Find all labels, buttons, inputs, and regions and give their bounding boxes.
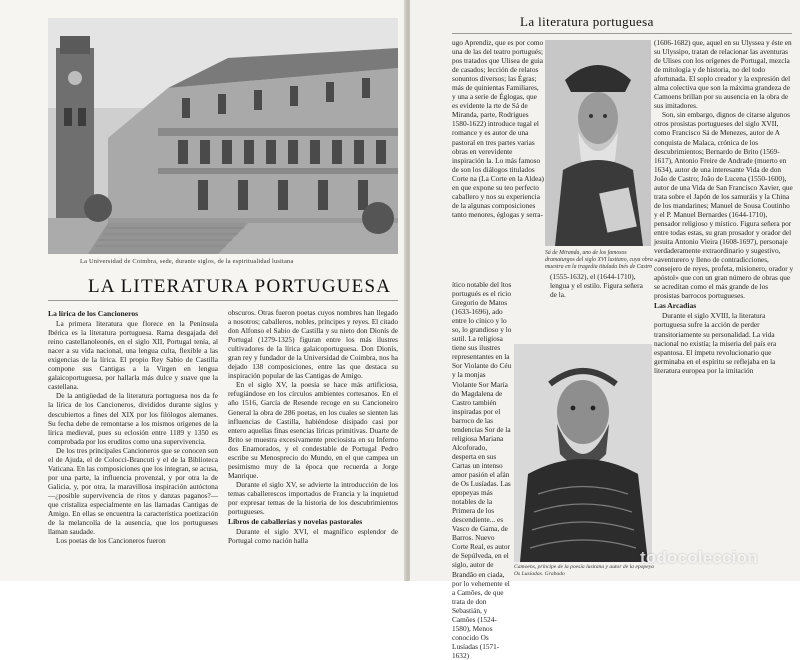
paragraph: En el siglo XV, la poesía se hace más artificiosa, refugiándose en los círculos ambientes cortesanos. En el año 1516, García de Resende recoge en su Cancioneiro General la obra de 286 poetas, en los cuales se sienten las influencias de Castilla, habiéndose disipado casi por entero aquellas finas esencias líricas primitivas. Duarte de Brito se muestra excesivamente preciosista en su Inferno dos Enamorados, y el condestable de Portugal Pedro escribe su Menosprecio do Mundo, en el que campea un pesimismo muy de la época que recuerda a Jorge Manrique. bbox=[228, 380, 398, 480]
left-column-1 bbox=[48, 308, 218, 581]
running-head-divider bbox=[452, 33, 792, 34]
section-heading: Libros de caballerías y novelas pastorales bbox=[228, 517, 363, 527]
paragraph: Son, sin embargo, dignos de citarse algunos otros prosistas portugueses del siglo XVII, como Francisco Sá de Menezes, autor de A conquista de Malaca, crónica de los descubrimientos; Bernardo de Brito (1569-1617), Antonio Freire de Andrade (muerto en 1634), autor de una interesante Vida de don João de Castro; João de Lucena (1550-1600), autor de una Vida de San Francisco Xavier, que trata sobre el Japón de los samuráis y la China de los mandarines; Manuel de Sousa Coutinho y el P. Manuel Bernardes (1644-1710), pensador religioso y místico. Figura señera por entre todas estas, su gran prosador y orador del jesuita Antonio Vieira (1608-1697), personaje verdaderamente extraordinario y sugestivo, «aventurero y lleno de contradicciones, consejero de reyes, profeta, misionero, orador y apóstol» que con un gran número de obras que se acreditan como el más grande de los prosistas barrocos portugueses. bbox=[654, 110, 794, 301]
paragraph: Durante el siglo XVIII, la literatura portuguesa sufre la acción de perder transitoriamente su personalidad. La vida nacional no existía; la miseria del país era espantosa. El ímpetu revolucionario que germinaba en el espíritu se reflejaba en la literatura europea por la imitación bbox=[654, 311, 777, 375]
camoens-portrait bbox=[514, 344, 652, 562]
portrait-caption: Sá de Miranda, uno de los famosos dramaturgos del siglo XVI lusitano, cuya obra muestra en la tragedia titulada Inés de Castro bbox=[545, 250, 653, 270]
paragraph: Durante el siglo XVI, el magnífico esplendor de Portugal como nación halla bbox=[228, 527, 398, 546]
paragraph: ugo Aprendiz, que es por como una de las del teatro portugués; pos tratados que Ulisea de guia de casados; lección de relatos sonuntos diversos; las Égras; más de quinientas Familiares, y una a serie de Églogas, que es evidente la rte de Sá de Miranda, parte, Rodrigues 1580-1622) introduce tugal el romance y es autor de una pastoral en tres partes varias obras en verevidente inspiración la. Lo más famoso de son los diálogos titulados Corte na (La Corte en la Aldea) en que expone su teo perfecto caballero y nos su experiencia de la algunas composiciones tanto menores, églogas y serra- bbox=[452, 38, 544, 219]
sa-de-miranda-portrait bbox=[545, 40, 651, 246]
paragraph: (1606-1682) que, aquel en su Ulyssea y éste en su Ulyssipo, tratan de relacionar las aventuras de Ulises con los orígenes de Portugal, mezcla de mitología y de historia, no del todo afortunada. El soplo creador y la expresión del alma colectiva que son la máxima grandeza de Camoens brillan por su ausencia en la obra de sus imitadores. bbox=[654, 38, 792, 111]
section-heading: La lírica de los Cancioneros bbox=[48, 309, 139, 318]
photo-caption: La Universidad de Coimbra, sede, durante siglos, de la espiritualidad lusitana bbox=[80, 258, 294, 265]
left-column-2 bbox=[228, 308, 398, 581]
paragraph: Los poetas de los Cancioneros fueron bbox=[56, 536, 166, 546]
paragraph: De la antigüedad de la literatura portuguesa nos da fe la lírica de los Cancioneros, divididos durante siglos y descubiertos a fines del XIX por los filólogos alemanes. Su fecha debe de remontarse a los mismos orígenes de la lírica medieval, pues su eclosión entre 1189 y 1350 es comprobada por los eruditos como una supervivencia. bbox=[48, 391, 218, 446]
watermark-logo: todocoleccion bbox=[640, 548, 758, 567]
paragraph: De los tres principales Cancioneros que se conocen son el de Ajuda, el de Colocci-Brancuti y el de la Biblioteca Vaticana. En las composiciones que los integran, se acusa, por una parte, la influencia provenzal, y por otra la de Galicia, y, por otra, la maravillosa inspiración autóctona —¿posible supervivencia de ritos y danzas paganos?— que cristaliza especialmente en las llamadas Cantigas de Amigo. En ellas se encuentra la característica poetización de la melancolía de la ausencia, que los portugueses llaman saudade. bbox=[48, 445, 219, 537]
paragraph: La primera literatura que florece en la Península Ibérica es la literatura portuguesa. Rama desgajada del reino castellanoleonés, en el siglo XII, Portugal tenía, al nacer a su vida nacional, una lengua culta, flexible a las exigencias de la lírica. El propio Rey Sabio de Castilla compone sus Cantigas a la Virgen en lengua galaicoportuguesa, por hallarla más dulce y suave que la castellana. bbox=[48, 319, 218, 392]
paragraph: obscuros. Otras fueron poetas cuyos nombres han llegado a nosotros; caballeros, nobles, príncipes y reyes. El citado don Alfonso el Sabio de Castilla y su nieto don Dionís de Portugal (1279-1325) figuran entre los más ilustres cultivadores de la lírica galaicoportuguesa. Don Dionís, gran rey y fundador de la Universidad de Coimbra, nos ha dejado 138 composiciones, entre las que destaca su inspiración popular de las Cantigas de Amigo. bbox=[228, 308, 398, 381]
portrait-caption: Camoens, príncipe de la poesía lusitana y autor de la epopeya Os Lusíadas. Grabado bbox=[514, 564, 654, 577]
coimbra-university-photo bbox=[48, 18, 398, 254]
section-heading: Las Arcadias bbox=[654, 301, 697, 311]
running-head: La literatura portuguesa bbox=[520, 14, 654, 29]
title-divider bbox=[48, 300, 398, 301]
paragraph: ítico notable del ltos portugués es el ricio Gregorio de Matos (1633-1696), ado entre lo cínico y lo so, lo grandioso y lo sutil. La religiosa tiene sus ilustres representantes en la Sor Violante do Céu y la monjas Violante Sor María do Magdalena de Castro también inspiradas por el barroco de las tendencias Sor de la religiosa Mariana Alcoforado, desperta en sus Cartas un intenso amor pasión el afán de Os Lusíadas. Las epopeyas más notables de la Primera de los descendiente... es Vasco de Gama, de Barros. Nuevo Corte Real, es autor de Sepúlveda, en el siglo, autor de Brandão en ciada, por lo vehemente el a Camões, de que trata de don Sebastián, y Camões (1524-1580), Menos conocido Os Lusíadas (1571-1632) bbox=[452, 280, 512, 660]
paragraph: Durante el siglo XV, se advierte la introducción de los temas caballerescos importados de Francia y la inquietud por expresar temas de la historia de los descubrimientos portugueses. bbox=[228, 479, 398, 517]
right-column-e bbox=[654, 38, 794, 581]
right-column-b bbox=[452, 280, 512, 660]
right-column-c bbox=[550, 272, 650, 342]
article-title: LA LITERATURA PORTUGUESA bbox=[88, 276, 392, 297]
paragraph: (1555-1632), el (1644-1710), lengua y el estilo. Figura señera de la. bbox=[550, 272, 643, 300]
